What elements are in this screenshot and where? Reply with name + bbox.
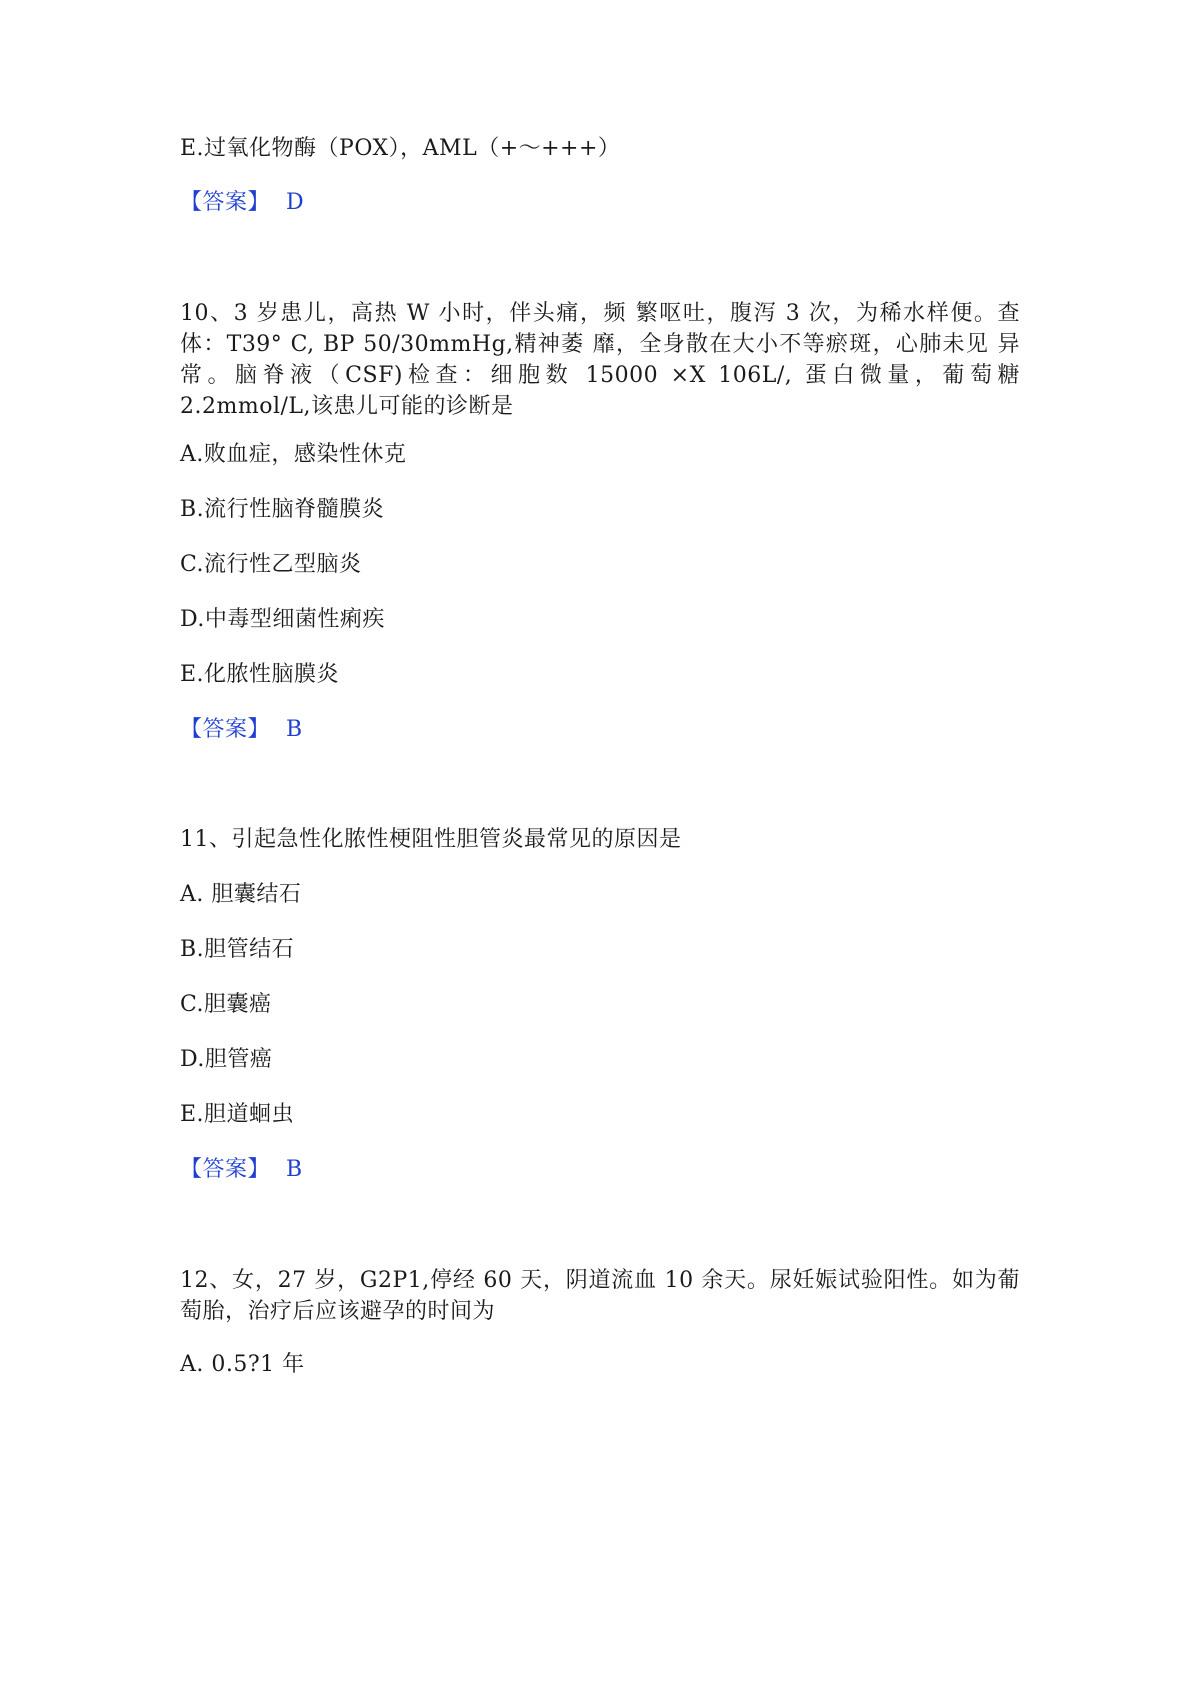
q11-answer xyxy=(180,1155,303,1185)
answer-value: B xyxy=(286,717,303,742)
answer-value: D xyxy=(286,190,305,215)
q11-stem: 11、引起急性化脓性梗阻性胆管炎最常见的原因是 xyxy=(180,827,682,852)
q11-option-d: D.胆管癌 xyxy=(180,1047,273,1072)
q11-option-b: B.胆管结石 xyxy=(180,937,295,962)
q10-stem: 10、3 岁患儿，高热 W 小时，伴头痛，频 繁呕吐，腹泻 3 次，为稀水样便。查体：T39° C, BP 50/30mmHg,精神萎 靡，全身散在大小不等瘀斑，心肺未见 异常。脑脊液（CSF)检查：细胞数 15000 ×X 106L/, 蛋白微量，葡萄糖 2.2mmol/L,该患儿可能的诊断是 xyxy=(180,301,1020,419)
q12-stem: 12、女，27 岁，G2P1,停经 60 天，阴道流血 10 余天。尿妊娠试验阳性。如为葡萄胎，治疗后应该避孕的时间为 xyxy=(180,1268,1020,1324)
q10-option-b: B.流行性脑脊髓膜炎 xyxy=(180,497,385,522)
q12-option-a: A. 0.5?1 年 xyxy=(180,1352,305,1377)
q10-answer xyxy=(180,715,303,745)
q9-option-e: E.过氧化物酶（POX），AML（+～+++） xyxy=(180,136,621,161)
answer-label: 【答案】 xyxy=(180,190,271,215)
q11-option-a: A. 胆囊结石 xyxy=(180,882,302,907)
q10-option-a: A.败血症，感染性休克 xyxy=(180,442,407,467)
q11-option-e: E.胆道蛔虫 xyxy=(180,1102,295,1127)
q10-option-c: C.流行性乙型脑炎 xyxy=(180,552,362,577)
q10-option-d: D.中毒型细菌性痢疾 xyxy=(180,607,385,632)
q11-option-c: C.胆囊癌 xyxy=(180,992,272,1017)
q9-answer xyxy=(180,188,304,218)
answer-label: 【答案】 xyxy=(180,1157,271,1182)
answer-label: 【答案】 xyxy=(180,717,271,742)
answer-value: B xyxy=(286,1157,303,1182)
q10-option-e: E.化脓性脑膜炎 xyxy=(180,662,340,687)
